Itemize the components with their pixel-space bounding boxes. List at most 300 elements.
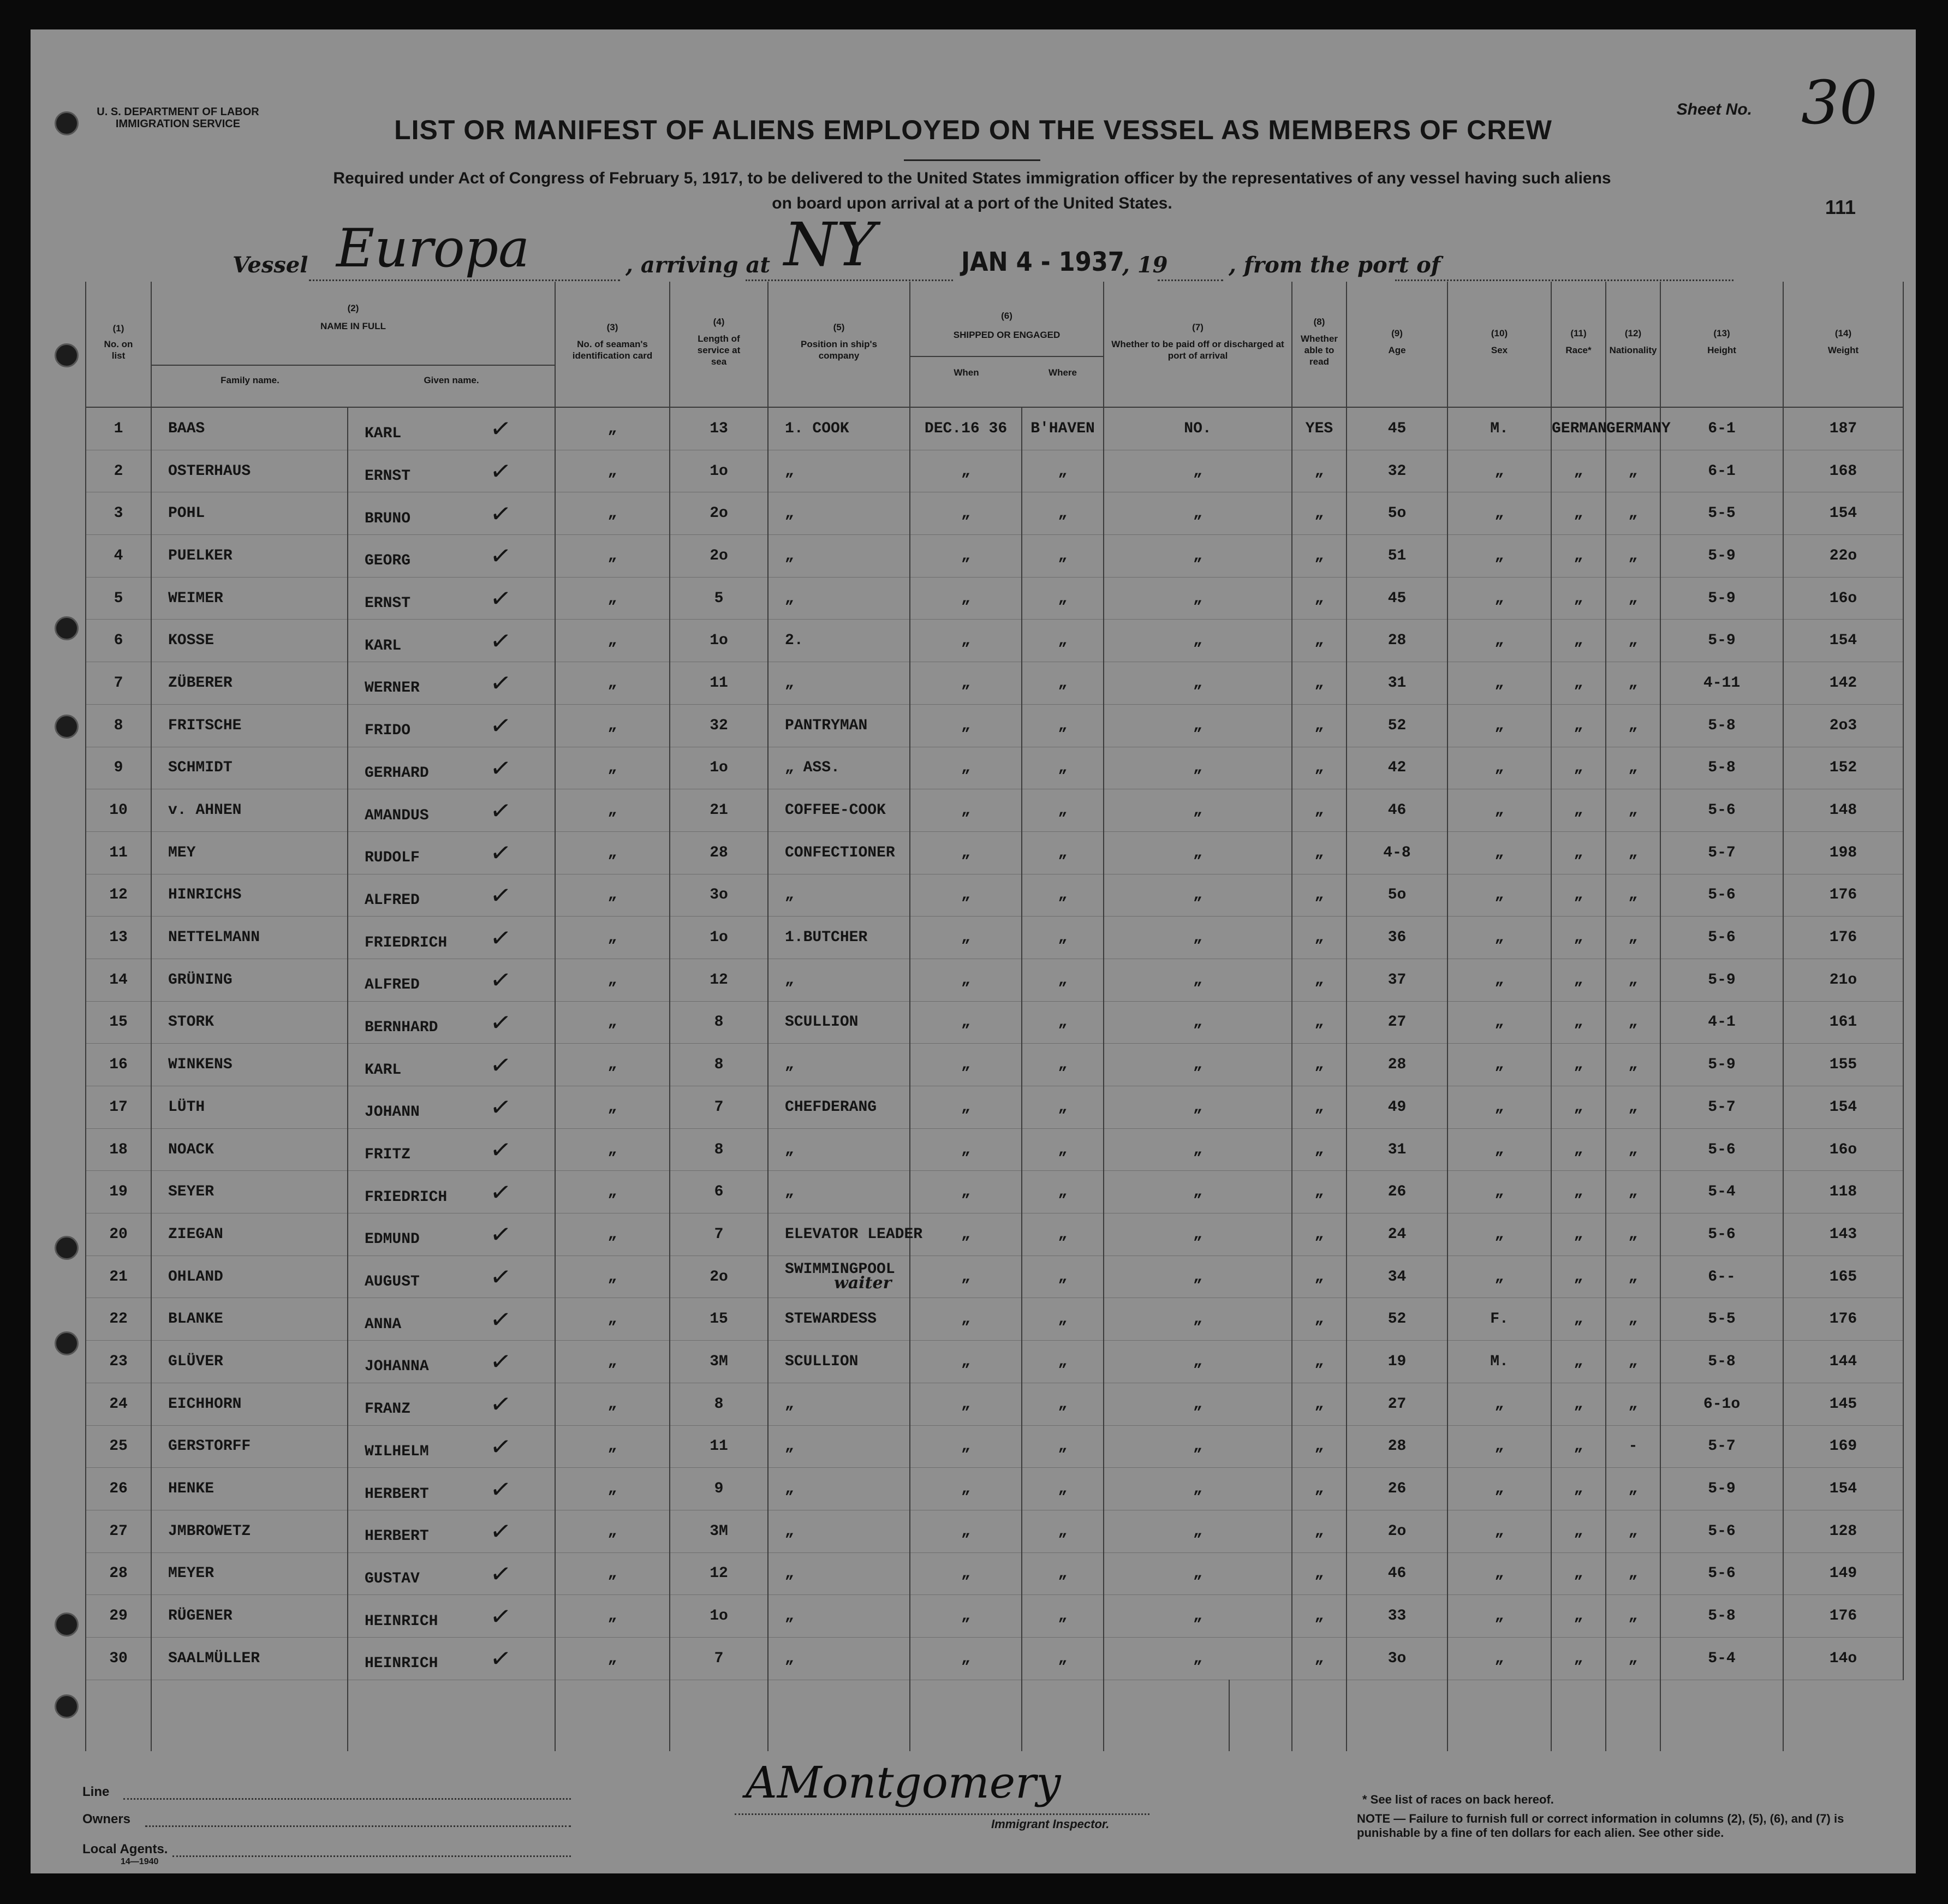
form-code: 14—1940 — [121, 1857, 159, 1866]
position-cell: „ — [768, 492, 910, 535]
given-name-cell — [348, 407, 555, 450]
race-cell: „ — [1551, 577, 1606, 620]
sex-cell: „ — [1447, 1086, 1551, 1129]
col-6-header: (6) SHIPPED OR ENGAGED When Where — [910, 282, 1104, 407]
checkmark-icon: ✓ — [488, 1600, 514, 1633]
age-cell: 45 — [1347, 407, 1447, 450]
able-to-read-cell: „ — [1292, 1637, 1347, 1680]
checkmark-icon: ✓ — [488, 497, 514, 530]
given-name-cell — [348, 1001, 555, 1044]
family-name-cell: NETTELMANN — [151, 917, 348, 959]
table-row — [86, 535, 1903, 578]
age-cell: 52 — [1347, 1298, 1447, 1341]
from-port-label: , from the port of — [1229, 252, 1441, 278]
shipped-when-cell: „ — [910, 1341, 1022, 1383]
checkmark-icon: ✓ — [488, 1006, 514, 1039]
able-to-read-cell: „ — [1292, 1595, 1347, 1638]
checkmark-icon: ✓ — [488, 1642, 514, 1675]
race-cell: „ — [1551, 747, 1606, 789]
arriving-dotline — [746, 279, 953, 281]
checkmark-icon: ✓ — [488, 455, 514, 487]
given-name: FRIEDRICH — [365, 1188, 448, 1206]
nationality-cell: „ — [1606, 831, 1660, 874]
given-name-cell — [348, 535, 555, 578]
family-name-cell: MEYER — [151, 1552, 348, 1595]
paid-off-cell: „ — [1104, 1552, 1292, 1595]
age-cell: 24 — [1347, 1213, 1447, 1256]
race-cell: „ — [1551, 1128, 1606, 1171]
table-row — [86, 1341, 1903, 1383]
table-row — [86, 917, 1903, 959]
id-card-cell: „ — [555, 407, 670, 450]
row-number-cell: 20 — [86, 1213, 151, 1256]
paid-off-cell: „ — [1104, 1468, 1292, 1510]
given-name-cell — [348, 492, 555, 535]
id-card-cell: „ — [555, 1256, 670, 1298]
sex-cell: „ — [1447, 1001, 1551, 1044]
given-name-cell — [348, 1510, 555, 1552]
position-cell: „ — [768, 535, 910, 578]
race-footnote: * See list of races on back hereof. — [1362, 1793, 1554, 1806]
position-cell: „ — [768, 1171, 910, 1213]
id-card-cell: „ — [555, 1341, 670, 1383]
shipped-where-cell: „ — [1022, 704, 1104, 747]
vessel-label: Vessel — [233, 252, 308, 278]
shipped-when-cell: „ — [910, 1128, 1022, 1171]
age-cell: 27 — [1347, 1001, 1447, 1044]
row-number-cell: 4 — [86, 535, 151, 578]
checkmark-icon: ✓ — [488, 752, 514, 784]
weight-cell: 149 — [1783, 1552, 1903, 1595]
shipped-when-cell: „ — [910, 874, 1022, 917]
id-card-cell: „ — [555, 1128, 670, 1171]
given-name: FRITZ — [365, 1146, 411, 1164]
col-9-header: (9) Age — [1347, 282, 1447, 407]
weight-cell: 14o — [1783, 1637, 1903, 1680]
given-name: EDMUND — [365, 1231, 420, 1248]
shipped-where-cell: „ — [1022, 1044, 1104, 1086]
age-cell: 37 — [1347, 959, 1447, 1001]
height-cell: 5-8 — [1660, 1341, 1783, 1383]
hole-punch — [55, 343, 79, 367]
given-name-cell — [348, 1425, 555, 1468]
paid-off-cell: „ — [1104, 450, 1292, 492]
nationality-cell: „ — [1606, 917, 1660, 959]
weight-cell: 2o3 — [1783, 704, 1903, 747]
nationality-cell: „ — [1606, 1552, 1660, 1595]
height-cell: 5-9 — [1660, 1468, 1783, 1510]
table-row — [86, 1425, 1903, 1468]
table-row — [86, 1595, 1903, 1638]
row-number-cell: 3 — [86, 492, 151, 535]
paid-off-cell: „ — [1104, 492, 1292, 535]
position-text: SWIMMINGPOOL — [785, 1261, 895, 1278]
nationality-cell: „ — [1606, 1383, 1660, 1425]
paid-off-cell: „ — [1104, 1086, 1292, 1129]
height-cell: 5-5 — [1660, 492, 1783, 535]
given-name-cell — [348, 620, 555, 662]
shipped-where-cell: „ — [1022, 1552, 1104, 1595]
sex-cell: „ — [1447, 831, 1551, 874]
able-to-read-cell: „ — [1292, 620, 1347, 662]
table-row — [86, 831, 1903, 874]
given-name: FRIDO — [365, 722, 411, 740]
shipped-where-cell: „ — [1022, 917, 1104, 959]
row-number-cell: 24 — [86, 1383, 151, 1425]
shipped-where-cell: B'HAVEN — [1022, 407, 1104, 450]
when-header: When — [954, 367, 979, 378]
row-number-cell: 22 — [86, 1298, 151, 1341]
able-to-read-cell: „ — [1292, 874, 1347, 917]
blank-cell — [86, 1680, 151, 1751]
paid-off-cell: „ — [1104, 535, 1292, 578]
weight-cell: 187 — [1783, 407, 1903, 450]
sex-cell: „ — [1447, 492, 1551, 535]
row-number-cell: 17 — [86, 1086, 151, 1129]
service-length-cell: 2o — [670, 535, 768, 578]
service-length-cell: 7 — [670, 1213, 768, 1256]
position-cell: „ ASS. — [768, 747, 910, 789]
shipped-when-cell: „ — [910, 1213, 1022, 1256]
given-name-cell — [348, 1637, 555, 1680]
weight-cell: 168 — [1783, 450, 1903, 492]
page-subtitle — [222, 166, 1723, 216]
weight-cell: 143 — [1783, 1213, 1903, 1256]
blank-row — [86, 1680, 1903, 1751]
table-row — [86, 1128, 1903, 1171]
row-number-cell: 9 — [86, 747, 151, 789]
nationality-cell: „ — [1606, 535, 1660, 578]
height-cell: 5-8 — [1660, 747, 1783, 789]
given-name: ERNST — [365, 595, 411, 612]
given-name: BRUNO — [365, 510, 411, 527]
service-length-cell: 9 — [670, 1468, 768, 1510]
nationality-cell: „ — [1606, 1044, 1660, 1086]
given-name-cell — [348, 704, 555, 747]
service-length-cell: 13 — [670, 407, 768, 450]
given-name-cell — [348, 959, 555, 1001]
col-2-header: (2) NAME IN FULL Family name. Given name. — [151, 282, 555, 407]
given-name: GEORG — [365, 552, 411, 570]
height-cell: 5-8 — [1660, 704, 1783, 747]
position-cell: „ — [768, 577, 910, 620]
nationality-cell: „ — [1606, 492, 1660, 535]
shipped-when-cell: „ — [910, 1171, 1022, 1213]
age-cell: 46 — [1347, 789, 1447, 832]
weight-cell: 144 — [1783, 1341, 1903, 1383]
position-cell: „ — [768, 1637, 910, 1680]
given-name: HEINRICH — [365, 1655, 438, 1673]
sheet-label: Sheet No. — [1676, 100, 1752, 118]
id-card-cell: „ — [555, 874, 670, 917]
height-cell: 5-6 — [1660, 1510, 1783, 1552]
id-card-cell: „ — [555, 1425, 670, 1468]
service-length-cell: 11 — [670, 662, 768, 705]
height-cell: 5-6 — [1660, 917, 1783, 959]
table-row — [86, 577, 1903, 620]
given-name: WILHELM — [365, 1443, 429, 1460]
id-card-cell: „ — [555, 831, 670, 874]
hole-punch — [55, 715, 79, 739]
paid-off-cell: NO. — [1104, 407, 1292, 450]
weight-cell: 145 — [1783, 1383, 1903, 1425]
year-label: , 19 — [1122, 252, 1168, 278]
col-12-header: (12) Nationality — [1606, 282, 1660, 407]
able-to-read-cell: „ — [1292, 831, 1347, 874]
table-row — [86, 1256, 1903, 1298]
row-number-cell: 25 — [86, 1425, 151, 1468]
sex-cell: „ — [1447, 747, 1551, 789]
row-number-cell: 23 — [86, 1341, 151, 1383]
shipped-when-cell: „ — [910, 1425, 1022, 1468]
age-cell: 5o — [1347, 874, 1447, 917]
race-cell: „ — [1551, 831, 1606, 874]
family-name-cell: POHL — [151, 492, 348, 535]
blank-cell — [1347, 1680, 1447, 1751]
row-number-cell: 13 — [86, 917, 151, 959]
blank-cell — [1104, 1680, 1229, 1751]
id-card-cell: „ — [555, 662, 670, 705]
given-name: ANNA — [365, 1316, 402, 1333]
shipped-when-cell: „ — [910, 704, 1022, 747]
height-cell: 5-6 — [1660, 1552, 1783, 1595]
weight-cell: 22o — [1783, 535, 1903, 578]
shipped-when-cell: „ — [910, 492, 1022, 535]
paid-off-cell: „ — [1104, 1637, 1292, 1680]
id-card-cell: „ — [555, 1298, 670, 1341]
race-cell: „ — [1551, 1425, 1606, 1468]
service-length-cell: 8 — [670, 1128, 768, 1171]
height-cell: 5-9 — [1660, 535, 1783, 578]
blank-cell — [1551, 1680, 1606, 1751]
shipped-when-cell: „ — [910, 1256, 1022, 1298]
id-card-cell: „ — [555, 917, 670, 959]
sex-cell: „ — [1447, 1595, 1551, 1638]
col-8-header: (8) Whether able to read — [1292, 282, 1347, 407]
race-cell: „ — [1551, 1552, 1606, 1595]
family-name-cell: FRITSCHE — [151, 704, 348, 747]
checkmark-icon: ✓ — [488, 582, 514, 615]
checkmark-icon: ✓ — [488, 1557, 514, 1590]
paid-off-cell: „ — [1104, 747, 1292, 789]
row-number-cell: 10 — [86, 789, 151, 832]
sex-cell: „ — [1447, 1637, 1551, 1680]
table-row — [86, 1510, 1903, 1552]
inspector-signature: AMontgomery — [746, 1757, 1061, 1808]
given-name-cell — [348, 1552, 555, 1595]
sex-cell: „ — [1447, 1171, 1551, 1213]
weight-cell: 154 — [1783, 1086, 1903, 1129]
table-row — [86, 1171, 1903, 1213]
title-rule — [904, 159, 1040, 161]
position-cell: „ — [768, 662, 910, 705]
given-name: KARL — [365, 637, 402, 654]
service-length-cell: 3o — [670, 874, 768, 917]
given-name: HERBERT — [365, 1485, 429, 1503]
sex-cell: „ — [1447, 1510, 1551, 1552]
family-name-cell: RÜGENER — [151, 1595, 348, 1638]
nationality-cell: „ — [1606, 620, 1660, 662]
given-name: KARL — [365, 1061, 402, 1079]
service-length-cell: 1o — [670, 747, 768, 789]
age-cell: 49 — [1347, 1086, 1447, 1129]
height-cell: 5-9 — [1660, 959, 1783, 1001]
family-name-cell: SEYER — [151, 1171, 348, 1213]
paid-off-cell: „ — [1104, 1595, 1292, 1638]
blank-cell — [1447, 1680, 1551, 1751]
given-name-cell — [348, 1128, 555, 1171]
weight-cell: 152 — [1783, 747, 1903, 789]
given-name: KARL — [365, 425, 402, 443]
race-cell: „ — [1551, 1171, 1606, 1213]
weight-cell: 128 — [1783, 1510, 1903, 1552]
height-cell: 5-9 — [1660, 577, 1783, 620]
sex-cell: „ — [1447, 535, 1551, 578]
weight-cell: 161 — [1783, 1001, 1903, 1044]
row-number-cell: 15 — [86, 1001, 151, 1044]
height-cell: 5-6 — [1660, 1213, 1783, 1256]
nationality-cell: „ — [1606, 1086, 1660, 1129]
position-cell: PANTRYMAN — [768, 704, 910, 747]
service-length-cell: 15 — [670, 1298, 768, 1341]
position-cell: CONFECTIONER — [768, 831, 910, 874]
line-dotline — [123, 1798, 571, 1800]
able-to-read-cell: „ — [1292, 1128, 1347, 1171]
service-length-cell: 21 — [670, 789, 768, 832]
family-name-cell: PUELKER — [151, 535, 348, 578]
table-row — [86, 450, 1903, 492]
service-length-cell: 2o — [670, 492, 768, 535]
row-number-cell: 6 — [86, 620, 151, 662]
family-name-cell: LÜTH — [151, 1086, 348, 1129]
position-cell: „ — [768, 874, 910, 917]
row-number-cell: 29 — [86, 1595, 151, 1638]
agents-dotline — [172, 1855, 571, 1857]
weight-cell: 154 — [1783, 1468, 1903, 1510]
sex-cell: „ — [1447, 1044, 1551, 1086]
shipped-where-cell: „ — [1022, 1341, 1104, 1383]
family-name-cell: HENKE — [151, 1468, 348, 1510]
sex-cell: „ — [1447, 1425, 1551, 1468]
checkmark-icon: ✓ — [488, 539, 514, 572]
shipped-when-cell: „ — [910, 917, 1022, 959]
race-cell: „ — [1551, 1213, 1606, 1256]
paid-off-cell: „ — [1104, 1213, 1292, 1256]
service-length-cell: 8 — [670, 1383, 768, 1425]
age-cell: 45 — [1347, 577, 1447, 620]
nationality-cell: „ — [1606, 959, 1660, 1001]
from-port-dotline — [1395, 279, 1733, 281]
table-row — [86, 959, 1903, 1001]
race-cell: „ — [1551, 1086, 1606, 1129]
family-name-cell: GLÜVER — [151, 1341, 348, 1383]
position-cell: „ — [768, 1510, 910, 1552]
checkmark-icon: ✓ — [488, 879, 514, 912]
checkmark-icon: ✓ — [488, 794, 514, 826]
weight-cell: 148 — [1783, 789, 1903, 832]
vessel-dotline — [309, 279, 620, 281]
id-card-cell: „ — [555, 1086, 670, 1129]
note-label: NOTE — — [1357, 1812, 1406, 1825]
height-cell: 6-1 — [1660, 450, 1783, 492]
age-cell: 26 — [1347, 1468, 1447, 1510]
col-1-header: (1) No. on list — [86, 282, 151, 407]
checkmark-icon: ✓ — [488, 1303, 514, 1336]
shipped-when-cell: „ — [910, 1086, 1022, 1129]
shipped-when-cell: „ — [910, 1637, 1022, 1680]
table-row — [86, 492, 1903, 535]
crew-manifest-table — [85, 282, 1903, 1751]
family-name-cell: WEIMER — [151, 577, 348, 620]
height-cell: 4-1 — [1660, 1001, 1783, 1044]
table-row — [86, 704, 1903, 747]
shipped-where-cell: „ — [1022, 831, 1104, 874]
position-cell: CHEFDERANG — [768, 1086, 910, 1129]
id-card-cell: „ — [555, 620, 670, 662]
blank-cell — [768, 1680, 910, 1751]
nationality-cell: „ — [1606, 1256, 1660, 1298]
age-cell: 19 — [1347, 1341, 1447, 1383]
reference-code: 111 — [1825, 196, 1856, 218]
position-cell: „ — [768, 1044, 910, 1086]
given-name-cell — [348, 1595, 555, 1638]
subtitle-line: on board upon arrival at a port of the United States. — [772, 194, 1172, 212]
given-name-cell — [348, 789, 555, 832]
shipped-where-cell: „ — [1022, 959, 1104, 1001]
checkmark-icon: ✓ — [488, 1218, 514, 1251]
family-name-cell: WINKENS — [151, 1044, 348, 1086]
checkmark-icon: ✓ — [488, 624, 514, 657]
family-name-cell: GRÜNING — [151, 959, 348, 1001]
race-cell: „ — [1551, 704, 1606, 747]
weight-cell: 154 — [1783, 620, 1903, 662]
height-cell: 6-- — [1660, 1256, 1783, 1298]
given-name-cell — [348, 1086, 555, 1129]
race-cell: GERMAN — [1551, 407, 1606, 450]
table-row — [86, 1044, 1903, 1086]
race-cell: „ — [1551, 1341, 1606, 1383]
able-to-read-cell: „ — [1292, 662, 1347, 705]
weight-cell: 176 — [1783, 1595, 1903, 1638]
nationality-cell: „ — [1606, 747, 1660, 789]
weight-cell: 16o — [1783, 577, 1903, 620]
family-name-cell: EICHHORN — [151, 1383, 348, 1425]
id-card-cell: „ — [555, 1595, 670, 1638]
given-name-cell — [348, 1256, 555, 1298]
given-name: JOHANNA — [365, 1358, 429, 1376]
age-cell: 33 — [1347, 1595, 1447, 1638]
age-cell: 31 — [1347, 662, 1447, 705]
shipped-when-cell: „ — [910, 747, 1022, 789]
able-to-read-cell: „ — [1292, 1256, 1347, 1298]
family-name-cell: STORK — [151, 1001, 348, 1044]
checkmark-icon: ✓ — [488, 1515, 514, 1548]
family-name-cell: OHLAND — [151, 1256, 348, 1298]
paid-off-cell: „ — [1104, 1128, 1292, 1171]
table-row — [86, 1637, 1903, 1680]
checkmark-icon: ✓ — [488, 1091, 514, 1123]
shipped-when-cell: „ — [910, 1383, 1022, 1425]
id-card-cell: „ — [555, 704, 670, 747]
table-row — [86, 662, 1903, 705]
nationality-cell: - — [1606, 1425, 1660, 1468]
table-row — [86, 1213, 1903, 1256]
shipped-where-cell: „ — [1022, 1213, 1104, 1256]
able-to-read-cell: „ — [1292, 1383, 1347, 1425]
table-header — [86, 282, 1903, 407]
sex-cell: „ — [1447, 959, 1551, 1001]
given-name: ALFRED — [365, 891, 420, 909]
